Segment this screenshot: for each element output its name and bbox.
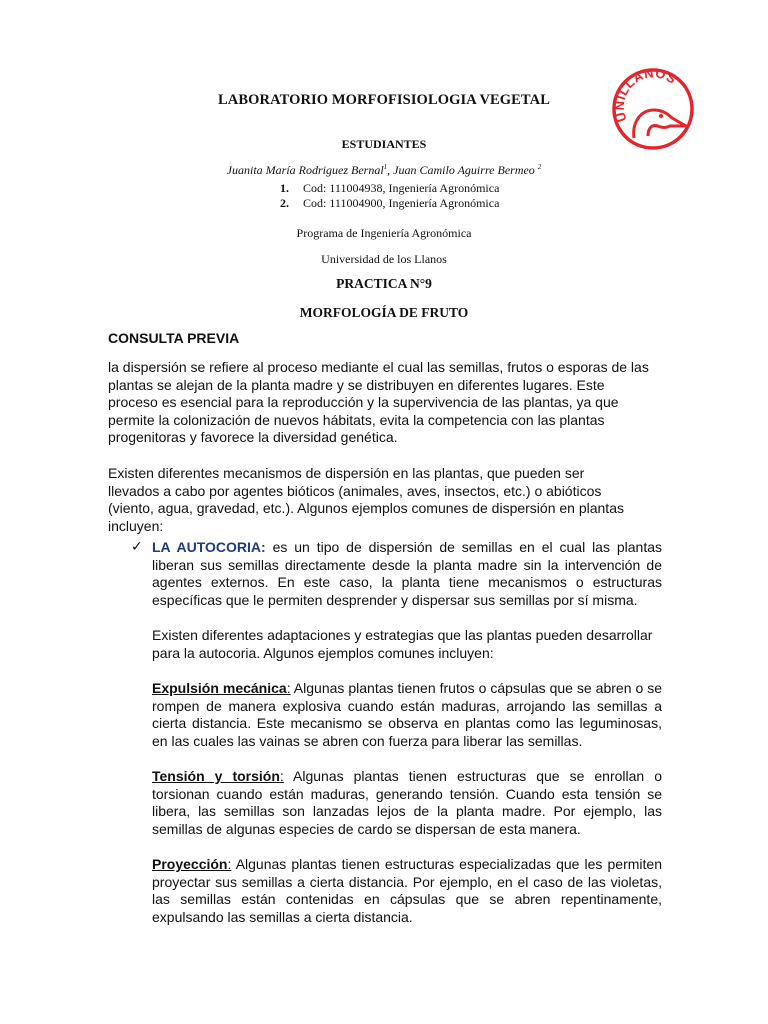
item-term: Expulsión mecánica [152, 680, 287, 696]
code-text: Cod: 111004900, Ingeniería Agronómica [303, 196, 500, 210]
mechanisms-paragraph: Existen diferentes mecanismos de dispersión en las plantas, que pueden ser llevados a cabo por agentes bióticos (animales, aves, insectos, etc.) o abióticos (viento, agua, gravedad, etc.). Algunos ejemplos comunes de dispersión en plantas incluyen: [108, 465, 624, 534]
code-number: 1. [280, 181, 289, 195]
author-2: Juan Camilo Aguirre Bermeo [393, 163, 538, 177]
students-heading: ESTUDIANTES [341, 137, 427, 151]
autocoria-lead: LA AUTOCORIA: [152, 539, 266, 555]
university-name: Universidad de los Llanos [321, 252, 447, 266]
list-item [152, 680, 662, 750]
list-item [152, 768, 662, 838]
document-title: LABORATORIO MORFOFISIOLOGIA VEGETAL [218, 92, 550, 108]
item-text: Algunas plantas tienen frutos o cápsulas que se abren o se rompen de manera explosiva cuando están maduras, arrojando las semillas a cierta distancia. Este mecanismo se observa en plantas como las leguminosas, en las cuales las vainas se abren con fuerza para liberar las semillas. [152, 680, 662, 749]
adaptations-paragraph: Existen diferentes adaptaciones y estrategias que las plantas pueden desarrollar para la autocoria. Algunos ejemplos comunes incluyen: [152, 627, 653, 661]
intro-paragraph: la dispersión se refiere al proceso mediante el cual las semillas, frutos o esporas de las plantas se alejan de la planta madre y se distribuyen en diferentes lugares. Este proceso es esencial para la reproducción y la supervivencia de las plantas, ya que permite la colonización de nuevos hábitats, evita la competencia con las plantas progenitoras y favorece la diversidad genética. [108, 359, 649, 445]
author-1-sup: 1 [383, 163, 388, 171]
practice-topic: MORFOLOGÍA DE FRUTO [299, 305, 469, 320]
item-term: Proyección [152, 856, 228, 872]
author-separator: , [387, 163, 394, 177]
item-text: Algunas plantas tienen estructuras especializadas que les permiten proyectar sus semillas a cierta distancia. Por ejemplo, en el caso de las violetas, las semillas están contenidas en cápsulas que se abren repentinamente, expulsando las semillas a cierta distancia. [152, 856, 662, 925]
logo-text: UNILLANOS [612, 68, 680, 124]
program-name: Programa de Ingeniería Agronómica [296, 226, 472, 240]
list-item [152, 856, 662, 926]
autocoria-text: es un tipo de dispersión de semillas en el cual las plantas liberan sus semillas directamente desde la planta madre sin la intervención de agentes externos. En este caso, la planta tiene mecanismos o estructuras específicas que le permiten desprender y dispersar sus semillas por sí misma. [152, 539, 662, 608]
student-code-row [280, 196, 499, 211]
code-text: Cod: 111004938, Ingeniería Agronómica [303, 181, 500, 195]
practice-number: PRACTICA N°9 [336, 276, 432, 291]
section-heading: CONSULTA PREVIA [108, 330, 240, 346]
item-term: Tensión y torsión [152, 768, 280, 784]
item-colon: : [227, 856, 232, 872]
code-number: 2. [280, 196, 289, 210]
item-colon: : [279, 768, 284, 784]
author-2-sup: 2 [537, 163, 542, 171]
item-text: Algunas plantas tienen estructuras que se enrollan o torsionan cuando están maduras, generando tensión. Cuando esta tensión se libera, las semillas son lanzadas lejos de la planta madre. Por ejemplo, las semillas de algunas especies de cardo se dispersan de esta manera. [152, 768, 662, 837]
author-1: Juanita María Rodriguez Bernal [226, 163, 384, 177]
item-colon: : [286, 680, 291, 696]
checkmark-bullet-icon: ✓ [131, 538, 143, 554]
authors-line [0, 163, 768, 178]
autocoria-paragraph [152, 539, 662, 609]
student-code-row [280, 181, 499, 196]
student-codes [280, 181, 499, 211]
